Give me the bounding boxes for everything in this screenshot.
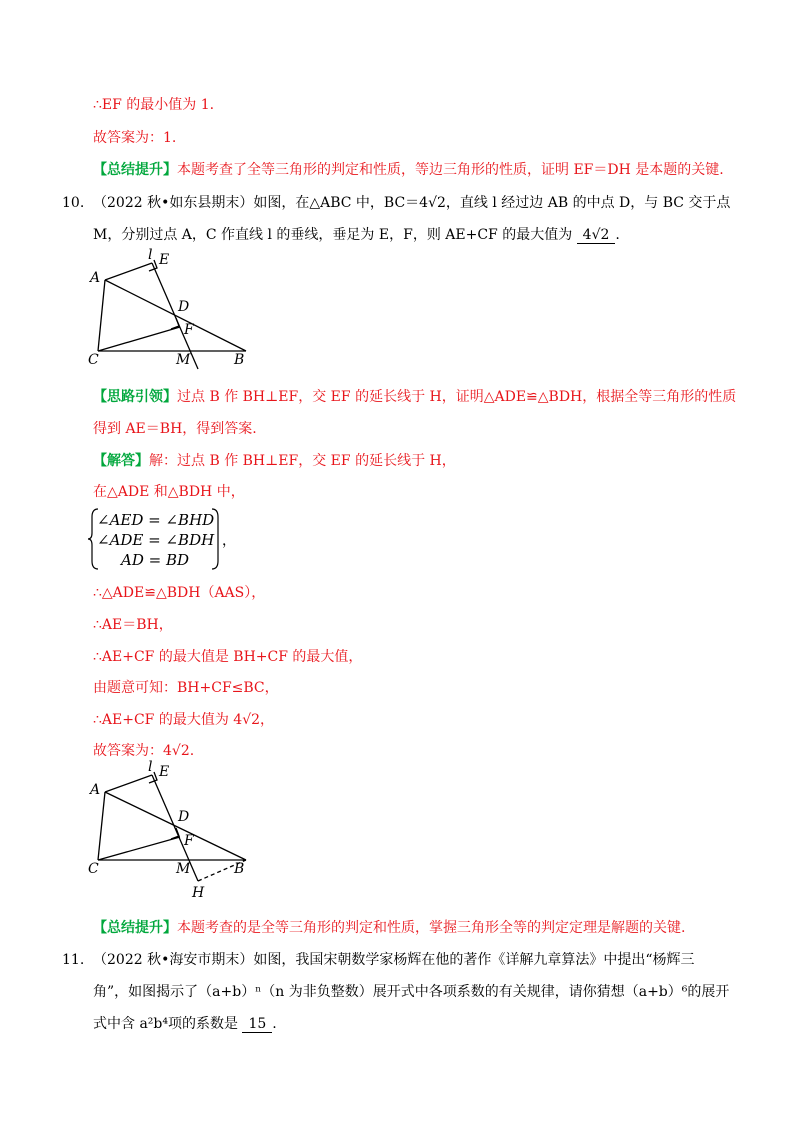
hint-line: [93, 387, 736, 407]
hint-text: 得到 AE＝BH，得到答案.: [93, 421, 257, 437]
hint-text: 过点 B 作 BH⊥EF，交 EF 的延长线于 H，证明△ADE≌△BDH，根据全等三角形的性质: [177, 389, 737, 405]
punctuation: .: [272, 1016, 277, 1032]
answer-blank: 15: [242, 1016, 272, 1033]
question-text: [93, 225, 620, 245]
text-line: ∴EF 的最小值为 1.: [93, 97, 215, 113]
label-e: E: [159, 764, 170, 780]
summary-line: [93, 918, 685, 938]
equation-comma: ，: [222, 533, 236, 549]
label-f: F: [184, 833, 194, 849]
equation-row: AD = BD: [121, 551, 190, 569]
segment-ae: [105, 775, 152, 792]
question-number: 10.: [62, 195, 85, 211]
segment-ab: [105, 792, 246, 860]
solution-line: [93, 451, 456, 471]
punctuation: .: [615, 227, 620, 243]
line-l: [152, 775, 198, 881]
label-c: C: [88, 352, 99, 368]
label-l: l: [148, 759, 153, 775]
summary-text: 本题考查了全等三角形的判定和性质，等边三角形的性质，证明 EF＝DH 是本题的关键.: [177, 162, 724, 178]
equation-row: ∠AED = ∠BHD: [97, 511, 215, 529]
segment-cf: [98, 327, 180, 351]
summary-line: [93, 160, 724, 180]
label-m: M: [176, 352, 191, 368]
label-e: E: [159, 252, 170, 268]
answer-blank: 4√2: [577, 227, 616, 244]
solution-tag: 【解答】: [93, 453, 149, 469]
question-text: [93, 1014, 277, 1034]
question-number: 11.: [62, 952, 85, 968]
label-m: M: [176, 861, 191, 877]
question-text-part: M，分别过点 A，C 作直线 l 的垂线，垂足为 E，F，则 AE+CF 的最大值为: [93, 227, 573, 243]
solution-text: 由题意可知：BH+CF≤BC，: [93, 680, 279, 696]
segment-cf: [98, 837, 180, 860]
question-text: 角”，如图揭示了（a+b）ⁿ（n 为非负整数）展开式中各项系数的有关规律，请你猜想（a+b）⁶的展开: [93, 984, 730, 1000]
hint-tag: 【思路引领】: [93, 389, 177, 405]
label-b: B: [234, 861, 245, 877]
solution-text: 解：过点 B 作 BH⊥EF，交 EF 的延长线于 H，: [149, 453, 456, 469]
label-h: H: [192, 885, 205, 900]
geometry-figure-1: [80, 245, 280, 370]
text-line: 故答案为：1.: [93, 130, 177, 146]
summary-text: 本题考查的是全等三角形的判定和性质，掌握三角形全等的判定定理是解题的关键.: [177, 920, 686, 936]
label-a: A: [90, 270, 101, 286]
solution-text: 在△ADE 和△BDH 中，: [93, 484, 245, 500]
solution-text: ∴△ADE≌△BDH（AAS），: [93, 585, 266, 601]
solution-text: ∴AE＝BH，: [93, 617, 173, 633]
solution-text: 故答案为：4√2.: [93, 743, 195, 759]
line-l: [152, 263, 198, 369]
label-d: D: [178, 809, 190, 825]
question-text: （2022 秋•如东县期末）如图，在△ABC 中，BC＝4√2，直线 l 经过边 AB 的中点 D，与 BC 交于点: [93, 195, 731, 211]
question-text: （2022 秋•海安市期末）如图，我国宋朝数学家杨辉在他的著作《详解九章算法》中提出“杨辉三: [93, 952, 695, 968]
segment-ab: [105, 280, 246, 351]
label-f: F: [184, 322, 194, 338]
equation-system: [88, 507, 238, 571]
equation-row: ∠ADE = ∠BDH: [97, 531, 215, 549]
label-l: l: [148, 247, 153, 263]
geometry-figure-2: [80, 757, 280, 900]
segment-ae: [105, 263, 152, 280]
label-a: A: [90, 782, 101, 798]
solution-text: ∴AE+CF 的最大值为 4√2，: [93, 712, 275, 728]
solution-text: ∴AE+CF 的最大值是 BH+CF 的最大值，: [93, 649, 363, 665]
label-d: D: [178, 299, 190, 315]
label-c: C: [88, 861, 99, 877]
summary-tag: 【总结提升】: [93, 920, 177, 936]
segment-ac: [98, 280, 105, 351]
segment-ac: [98, 792, 105, 860]
summary-tag: 【总结提升】: [93, 162, 177, 178]
label-b: B: [234, 352, 245, 368]
question-text-part: 式中含 a²b⁴项的系数是: [93, 1016, 238, 1032]
